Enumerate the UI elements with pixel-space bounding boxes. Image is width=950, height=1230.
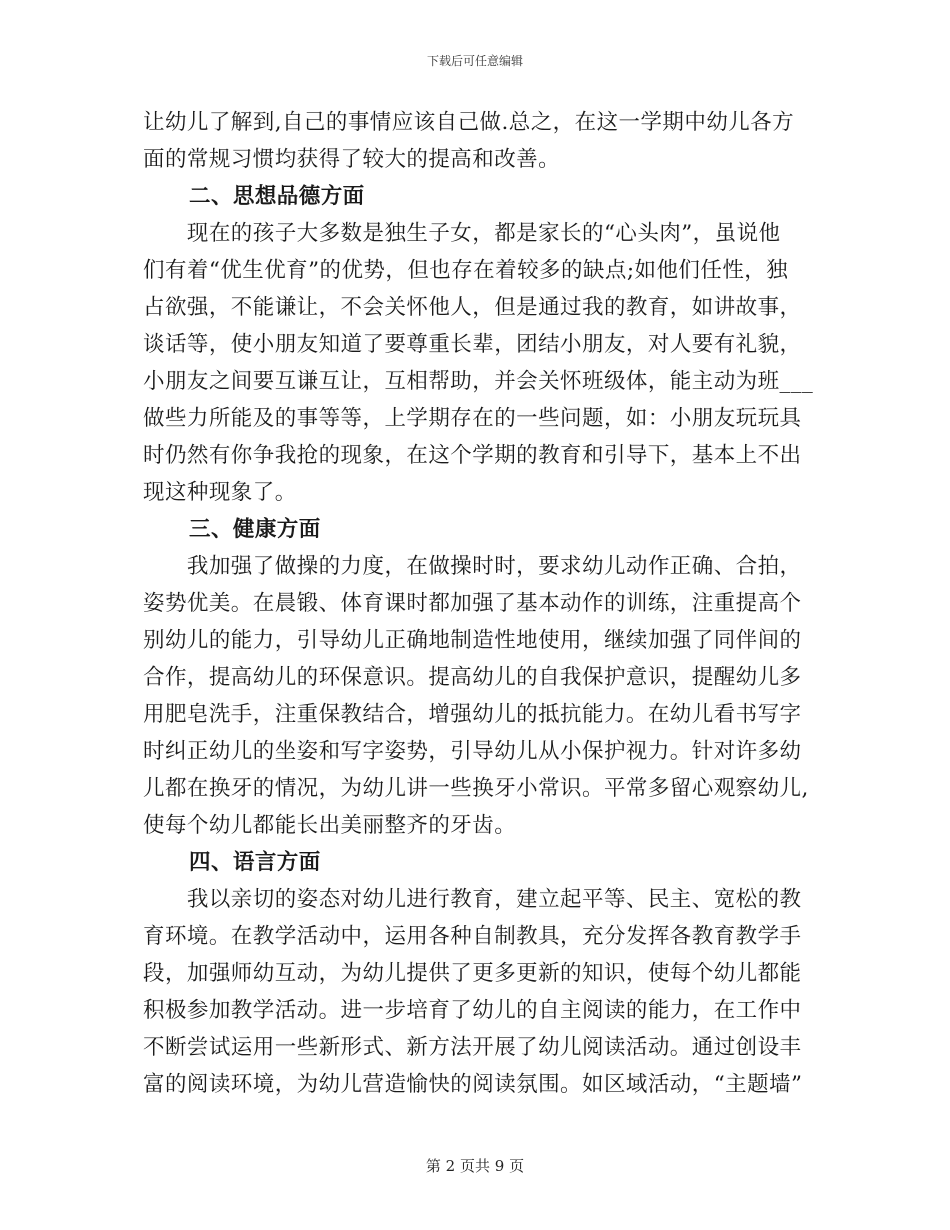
paragraph-line: 面的常规习惯均获得了较大的提高和改善。 bbox=[143, 147, 561, 172]
paragraph-line: 占欲强，不能谦让，不会关怀他人，但是通过我的教育，如讲故事， bbox=[143, 295, 802, 320]
section-heading: 二、思想品德方面 bbox=[189, 184, 365, 209]
paragraph-line: 用肥皂洗手，注重保教结合，增强幼儿的抵抗能力。在幼儿看书写字 bbox=[143, 702, 802, 727]
paragraph-line: 谈话等，使小朋友知道了要尊重长辈，团结小朋友，对人要有礼貌， bbox=[143, 332, 802, 357]
paragraph-line: 儿都在换牙的情况，为幼儿讲一些换牙小常识。平常多留心观察幼儿, bbox=[143, 776, 809, 801]
paragraph-line: 小朋友之间要互谦互让，互相帮助，并会关怀班级体，能主动为班___ bbox=[143, 369, 814, 394]
paragraph-line: 们有着“优生优育”的优势，但也存在着较多的缺点;如他们任性，独 bbox=[143, 258, 789, 283]
paragraph-line: 现在的孩子大多数是独生子女，都是家长的“心头肉”，虽说他 bbox=[143, 221, 781, 246]
section-heading: 三、健康方面 bbox=[189, 517, 321, 542]
paragraph-line: 现这种现象了。 bbox=[143, 480, 297, 505]
paragraph-line: 我以亲切的姿态对幼儿进行教育，建立起平等、民主、宽松的教 bbox=[143, 887, 802, 912]
paragraph-line: 时仍然有你争我抢的现象，在这个学期的教育和引导下，基本上不出 bbox=[143, 443, 802, 468]
paragraph-line: 姿势优美。在晨锻、体育课时都加强了基本动作的训练，注重提高个 bbox=[143, 591, 802, 616]
paragraph-line: 让幼儿了解到,自己的事情应该自己做.总之，在这一学期中幼儿各方 bbox=[143, 110, 795, 135]
paragraph-line: 我加强了做操的力度，在做操时时，要求幼儿动作正确、合拍， bbox=[143, 554, 802, 579]
page-header: 下载后可任意编辑 bbox=[426, 54, 523, 68]
paragraph-line: 合作，提高幼儿的环保意识。提高幼儿的自我保护意识，提醒幼儿多 bbox=[143, 665, 802, 690]
paragraph-line: 段，加强师幼互动，为幼儿提供了更多更新的知识，使每个幼儿都能 bbox=[143, 961, 802, 986]
paragraph-line: 时纠正幼儿的坐姿和写字姿势，引导幼儿从小保护视力。针对许多幼 bbox=[143, 739, 802, 764]
section-heading: 四、语言方面 bbox=[189, 850, 321, 875]
paragraph-line: 不断尝试运用一些新形式、新方法开展了幼儿阅读活动。通过创设丰 bbox=[143, 1035, 802, 1060]
page-footer: 第 2 页共 9 页 bbox=[425, 1157, 525, 1175]
paragraph-line: 使每个幼儿都能长出美丽整齐的牙齿。 bbox=[143, 813, 517, 838]
paragraph-line: 富的阅读环境，为幼儿营造愉快的阅读氛围。如区域活动，“主题墙” bbox=[143, 1072, 803, 1097]
paragraph-line: 育环境。在教学活动中，运用各种自制教具，充分发挥各教育教学手 bbox=[143, 924, 802, 949]
paragraph-line: 积极参加教学活动。进一步培育了幼儿的自主阅读的能力，在工作中 bbox=[143, 998, 802, 1023]
paragraph-line: 别幼儿的能力，引导幼儿正确地制造性地使用，继续加强了同伴间的 bbox=[143, 628, 802, 653]
paragraph-line: 做些力所能及的事等等，上学期存在的一些问题，如：小朋友玩玩具 bbox=[143, 406, 802, 431]
document-body bbox=[143, 104, 814, 1103]
